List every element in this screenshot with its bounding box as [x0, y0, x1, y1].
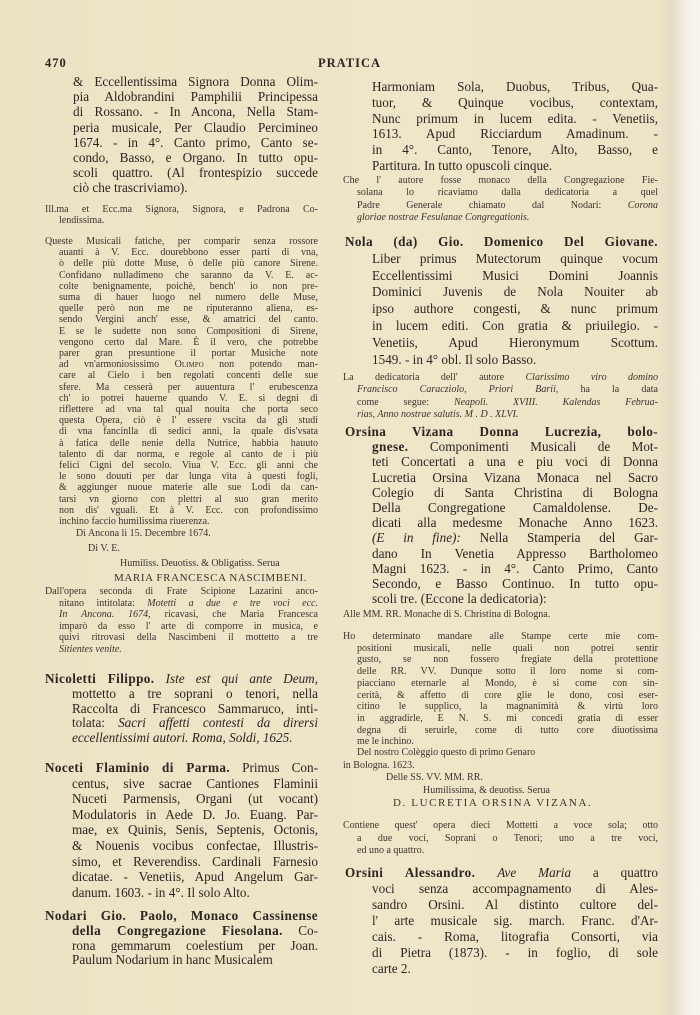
note-paragraph: [343, 175, 658, 224]
page-number: 470: [45, 56, 67, 70]
text-line: [45, 760, 318, 776]
entry-heading: Nodari Gio. Paolo, Monaco Cassinense: [45, 908, 318, 923]
text-line: delle RR. VV. Dunque sotto il loro nome si com-: [357, 666, 658, 678]
text-line: imparò da esso l' arte di comporre in musica, e: [59, 620, 318, 632]
text-line: mottetto a tre soprani o tenori, nella: [72, 685, 318, 701]
signature-date: Di Ancona li 15. Decembre 1674.: [76, 528, 211, 539]
text-run: Componimenti Musicali de Mot-: [408, 439, 658, 455]
text-line: Della Congregatione Camaldolense. De-: [372, 500, 658, 516]
text-line: me le inchino.: [357, 736, 414, 748]
text-line: Eccellentissimi Musici Domini Joannis: [372, 267, 658, 283]
text-line: 1549. - in 4° obl. Il solo Basso.: [372, 351, 537, 367]
text-line: ed uno a quattro.: [357, 845, 425, 856]
text-line: a due voci, Soprani o Tenori; uno a tre voci,: [357, 832, 658, 844]
entry-heading: Orsina Vizana Donna Lucrezia, bolo-: [345, 424, 658, 439]
italic-text: gloriae nostrae Fesulanae Congregationis.: [357, 211, 530, 223]
text-line: [343, 384, 658, 396]
text-line: Ho determinato mandare alle Stampe certe mie com-: [343, 631, 658, 642]
text-line: piacciano eternarle al Mondo, è si come con sin-: [357, 677, 658, 689]
entry-heading: Noceti Flaminio di Parma.: [45, 760, 231, 775]
text-line: inchino faccio humilissima riuerenza.: [59, 516, 210, 528]
text-line: mae, ex Quinis, Senis, Septenis, Octonis,: [72, 822, 318, 838]
text-line: le sono douuti per dar lunga vita à questi fogli,: [59, 471, 318, 483]
text-line: Che l' autore fosse monaco della Congregazione Fie-: [343, 175, 658, 186]
text-line: sendo Vergini anch' esse, & amatrici del canto.: [59, 314, 318, 326]
signature-place: in Bologna. 1623.: [343, 759, 415, 771]
text-line: ipso authore congesti, & nunc primum: [372, 301, 658, 317]
text-run: non potendo man-: [203, 359, 319, 371]
entry-nicoletti: [45, 672, 318, 746]
text-line: Nuceti Parmensis, Organi (ut vocant): [72, 791, 318, 807]
text-line: quelle però non me ne riputeranno aliena, es-: [59, 303, 318, 315]
text-line: care al Cielo i ben regolati concenti delle sue: [59, 370, 318, 382]
entry-nola: [345, 234, 658, 368]
text-run: Co-: [282, 922, 319, 938]
text-line: [45, 909, 318, 924]
text-line: [45, 731, 318, 746]
text-line: in aggradirle, E N. S. mi concedi gratia di esser: [357, 712, 658, 724]
text-line: Liber primus Mutectorum quinque vocum: [372, 250, 658, 266]
entry-heading: Orsini Alessandro.: [345, 865, 476, 880]
entry-continuation: [73, 74, 318, 196]
text-line: talento di dar norma, e regole al canto de i più: [59, 448, 318, 460]
text-line: Secondo, e Basso Continuo. In tutto opu-: [372, 576, 658, 592]
text-run: ad vn'armoniosissimo: [59, 359, 175, 371]
text-line: l' arte musicale sig. march. Franc. d'Ar-: [372, 913, 658, 928]
entry-heading: della Congregazione Fiesolana.: [72, 922, 283, 938]
text-line: questa Opera, ciò è l' essere vscita da gli studi: [59, 415, 318, 427]
signature-name: MARIA FRANCESCA NASCIMBENI.: [114, 572, 308, 584]
text-line: danum. 1603. - in 4°. Il solo Alto.: [72, 884, 250, 900]
text-line: [343, 372, 658, 384]
letter-signature: [343, 747, 658, 810]
italic-text: rias, Anno nostrae salutis. M . D . XLVI.: [357, 408, 519, 420]
entry-heading: gnese.: [372, 439, 409, 455]
text-line: parer gran presuntione il portar Musiche note: [59, 348, 318, 360]
text-line: di vna fancinlla di sedici anni, la quale dis'vsata: [59, 426, 318, 438]
italic-text: In Ancona. 1674,: [59, 609, 151, 621]
text-line: peria musicale, Per Claudio Percimineo: [73, 119, 318, 135]
text-line: [345, 865, 658, 881]
text-line: Colegio di Santa Christina di Bologna: [372, 484, 658, 500]
text-run: a quattro: [571, 865, 658, 880]
signature-salutation: Di V. E.: [88, 543, 120, 554]
text-line: voci senza accompagnamento di Ales-: [372, 881, 658, 896]
text-line: [345, 439, 658, 454]
text-line: Nunc primum in lucem edita. - Venetiis,: [372, 110, 658, 126]
text-line: [45, 716, 318, 731]
italic-text: Corona: [627, 199, 658, 211]
signature-name: D. LUCRETIA ORSINA VIZANA.: [393, 797, 593, 810]
dedication-letter: [45, 236, 318, 527]
italic-text: Iste est qui ante Deum,: [165, 671, 318, 686]
text-line: Dall'opera seconda di Frate Scipione Lazarini anco-: [45, 586, 318, 597]
text-line: Queste Musicali fatiche, per comparir senza rossore: [45, 236, 318, 247]
signature-salutation: Delle SS. VV. MM. RR.: [386, 772, 483, 784]
dedication-address: [45, 204, 318, 227]
text-line: pia Aldobrandini Pamphilii Principessa: [73, 89, 318, 105]
italic-text: Neapoli. XVIII. Kalendas Februa-: [453, 396, 658, 408]
dedication-letter: [343, 631, 658, 748]
text-line: gusto, se non fossero fregiate della protettione: [357, 654, 658, 666]
text-line: di Pietra (1873). - in foglio, di sole: [372, 945, 658, 960]
text-line: dano In Venetia Appresso Bartholomeo: [372, 545, 658, 561]
text-line: [343, 397, 658, 409]
text-line: rona gemmarum coelestium per Joan.: [72, 937, 318, 953]
entry-heading: Nola (da) Gio. Domenico Del Giovane.: [345, 234, 658, 249]
text-line: scoli tre. (Eccone la dedicatoria):: [372, 591, 547, 607]
text-line: Dominici Juvenis de Nola Nouiter ab: [372, 284, 658, 300]
text-line: E se le sudette non sono Compositioni di Sirene,: [59, 325, 318, 337]
text-line: Contiene quest' opera dieci Mottetti a voce sola; otto: [343, 820, 658, 831]
text-line: Magni 1623. - in 4°. Canto Primo, Canto: [372, 560, 658, 576]
text-line: Lucretia Orsina Vizana Monaca nel Sacro: [372, 469, 658, 485]
text-run: Olimpo: [174, 359, 204, 371]
text-line: [45, 598, 318, 610]
text-run: [155, 671, 166, 686]
note-paragraph: [343, 820, 658, 858]
text-run: nitano intitolata:: [59, 597, 148, 609]
text-line: 1674. - in 4°. Canto primo, Canto se-: [73, 134, 318, 150]
text-line: ch' io potrei hauerne quando V. E. si degni di: [59, 392, 318, 404]
text-line: vengono certo dal Mare. È il vero, che potrebbe: [59, 336, 318, 348]
text-line: Venetiis, Apud Hieronymum Scottum.: [372, 334, 658, 350]
text-line: [343, 200, 658, 212]
text-line: [45, 644, 318, 656]
italic-text: (E in fine):: [372, 530, 461, 546]
text-line: [345, 234, 658, 251]
text-line: quivi ritrovasi della Nascimbeni il mottetto a tre: [59, 632, 318, 644]
italic-text: Francisco Caracziolo, Priori Barii,: [357, 384, 559, 396]
text-line: lendissima.: [59, 215, 105, 227]
text-line: Raccolta di Francesco Sammaruco, inti-: [72, 700, 318, 716]
entry-heading: Nicoletti Filippo.: [45, 671, 155, 686]
text-line: 1613. Apud Ricciardum Amadinum. -: [372, 126, 658, 142]
signature-closing: Humiliss. Deuotiss. & Obligatiss. Serua: [120, 558, 280, 569]
text-line: centus, sive sacrae Cantiones Flaminii: [72, 775, 318, 791]
text-line: [345, 424, 658, 439]
italic-text: Clarissimo viro domino: [525, 372, 659, 383]
text-line: cerità, & affetto di core glie le dono, cosi eser-: [357, 689, 658, 701]
text-run: come segue:: [357, 396, 454, 408]
text-run: Nella Stamperia del Gar-: [460, 530, 659, 546]
italic-text: eccellentissimi autori. Roma, Soldi, 1625.: [72, 730, 293, 746]
text-run: Padre Generale chiamato dal Nodari:: [357, 199, 628, 211]
text-line: dicatae. - Venetiis, Apud Angelum Gar-: [72, 869, 318, 885]
text-line: à fatica delle nenie della Nutrice, habbia hauuto: [59, 437, 318, 449]
text-line: citino le supplico, la magnanimità & virtù loro: [357, 701, 658, 713]
text-line: sfere. Ma cesserà per auuentura l' erubescenza: [59, 381, 318, 393]
entry-orsini: [345, 865, 658, 977]
entry-orsina: [345, 424, 658, 606]
text-line: cais. - Roma, litografia Consorti, via: [372, 929, 658, 944]
text-line: tuor, & Quinque vocibus, contextam,: [372, 94, 658, 110]
text-line: [45, 924, 318, 939]
running-head: PRATICA: [318, 56, 382, 70]
text-line: riflettere ad vna tal qual nouita che porta seco: [59, 404, 318, 416]
italic-text: Sacri affetti contesti da dirersi: [118, 715, 318, 731]
text-line: [343, 409, 658, 421]
text-line: colte benignamente, poichè, bench' io non pre-: [59, 280, 318, 292]
dedication-address: [343, 609, 658, 621]
entry-continuation: [372, 79, 658, 174]
text-line: [45, 609, 318, 621]
text-line: & Eccellentissima Signora Donna Olim-: [73, 74, 318, 89]
text-line: [343, 212, 658, 224]
signature-closing: Humilissima, & deuotiss. Serua: [423, 784, 550, 796]
italic-text: Sitientes venite.: [59, 643, 122, 655]
text-line: Ill.ma et Ecc.ma Signora, Signora, e Padrona Co-: [45, 204, 318, 215]
text-line: scoli quattro. (Al frontespizio succede: [73, 165, 318, 181]
italic-text: Motetti a due e tre voci ecc.: [147, 597, 318, 609]
text-line: sandro Orsini. Al distinto cultore del-: [372, 897, 658, 912]
text-line: di Rossano. - In Ancona, Nella Stam-: [73, 104, 318, 120]
text-line: Paulum Nodarium in hanc Musicalem: [72, 952, 273, 968]
text-line: in 4°. Canto, Tenore, Alto, Basso, e: [372, 142, 658, 158]
text-line: condo, Basso, e Organo. In tutto opu-: [73, 150, 318, 166]
text-run: Primus Con-: [230, 760, 319, 775]
text-line: positioni musicali, nelle quali non potrei sentir: [357, 642, 658, 654]
text-line: Harmoniam Sola, Duobus, Tribus, Qua-: [372, 79, 658, 94]
text-run: ricavasi, che Maria Francesca: [150, 609, 318, 621]
text-line: Modulatoris in Aede D. Jo. Euang. Par-: [72, 806, 318, 822]
text-line: Confidano nulladimeno che saranno da V. E. ac-: [59, 269, 318, 281]
text-line: ciò che trascriviamo).: [73, 180, 188, 196]
note-paragraph: [45, 586, 318, 656]
text-line: carte 2.: [372, 961, 411, 976]
text-run: tolata:: [72, 715, 119, 731]
text-line: & aggiunger nuoue materie alle sue Lodi da can-: [59, 482, 318, 494]
text-line: in lucem editi. Con gratia & priuilegio. -: [372, 317, 658, 333]
italic-text: Ave Maria: [497, 865, 572, 880]
text-line: Alle MM. RR. Monache di S. Christina di Bologna.: [343, 609, 551, 620]
text-line: [45, 359, 318, 370]
entry-noceti: [45, 760, 318, 900]
signature-date: Del nostro Colèggio questo dì primo Genaro: [357, 747, 536, 758]
text-line: [45, 672, 318, 687]
note-paragraph: [343, 372, 658, 421]
letter-signature: [45, 526, 318, 586]
text-run: ha la data: [558, 384, 658, 396]
text-line: & Nouenis vocibus confectae, Illustris-: [72, 837, 318, 853]
text-line: teti Concertati a una e piu voci di Donna: [372, 454, 658, 470]
text-line: felici Cigni del secolo. Viua V. Ecc. gli anni che: [59, 460, 318, 472]
text-line: tarsi vn giorno con plettri al suo gran merito: [59, 493, 318, 505]
text-run: La dedicatoria dell' autore: [343, 372, 526, 383]
text-line: degna di seruirle, come di tutto core diuotissima: [357, 724, 658, 736]
text-line: auanti à V. Ecc. dourebbono esser parti di vna,: [59, 247, 318, 259]
text-line: Partitura. In tutto opuscoli cinque.: [372, 157, 553, 173]
text-line: simo, et Reverendiss. Cardinali Farnesio: [72, 853, 318, 869]
text-line: [345, 530, 658, 545]
text-run: [475, 865, 497, 880]
entry-nodari: [45, 909, 318, 968]
text-line: solana lo ricaviamo dalla dedicatoria a quel: [357, 187, 658, 199]
text-line: dicati alla medesme Monache Anno 1623.: [372, 515, 658, 531]
text-line: ò delle più dotte Muse, ò delle più canore Sirene.: [59, 258, 318, 270]
text-line: non dis' vguali. Et à V. Ecc. con profondissimo: [59, 504, 318, 516]
text-line: suma di hauer luogo nel numero delle Muse,: [59, 292, 318, 304]
